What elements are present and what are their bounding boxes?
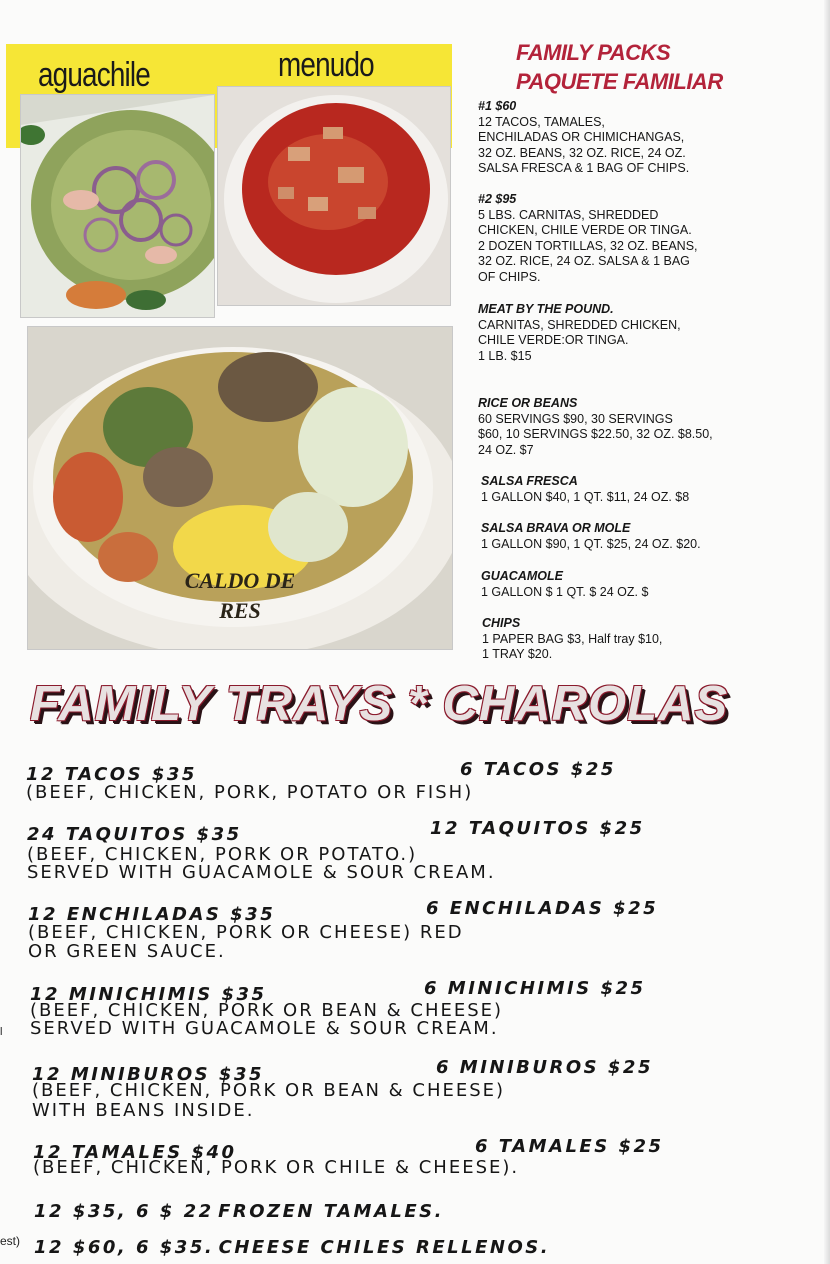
minichimis-description: (BEEF, CHICKEN, PORK OR BEAN & CHEESE) [30,1000,504,1021]
page-edge [824,0,830,1264]
salsa-brava-heading: SALSA BRAVA OR MOLE [481,521,631,535]
tacos-6-price: 6 TACOS $25 [460,759,616,780]
meat-heading: MEAT BY THE POUND. [478,302,614,316]
rice-heading: RICE OR BEANS [478,396,578,410]
chips-line: 1 PAPER BAG $3, Half tray $10, [482,631,663,646]
caldo-label-line1: CALDO DE [184,568,296,593]
menudo-photo [217,86,451,306]
taquitos-24-price: 24 TAQUITOS $35 [27,824,242,845]
family-packs-title: FAMILY PACKS [516,40,671,65]
frozen-tamales-prices: 12 $35, 6 $ 22 [34,1201,214,1222]
minichimis-6-price: 6 MINICHIMIS $25 [424,978,646,999]
rice-line: 60 SERVINGS $90, 30 SERVINGS [478,411,673,426]
chips-line: 1 TRAY $20. [482,647,553,661]
guacamole-line: 1 GALLON $ 1 QT. $ 24 OZ. $ [481,584,649,599]
tacos-description: (BEEF, CHICKEN, PORK, POTATO OR FISH) [26,782,474,803]
salsa-fresca-line: 1 GALLON $40, 1 QT. $11, 24 OZ. $8 [481,489,690,504]
miniburos-12-price: 12 MINIBUROS $35 [32,1064,264,1085]
chips-heading: CHIPS [482,616,521,630]
chips [482,616,782,663]
miniburos-beans-inside: WITH BEANS INSIDE. [32,1100,255,1121]
chiles-rellenos-line [34,1237,550,1258]
pack-2-line: CHICKEN, CHILE VERDE OR TINGA. [478,223,692,237]
pack-2-line: 5 LBS. CARNITAS, SHREDDED [478,207,659,222]
menudo-label: menudo [278,46,374,84]
salsa-brava-or-mole [481,521,781,552]
rice-line: $60, 10 SERVINGS $22.50, 32 OZ. $8.50, [478,427,713,441]
miniburos-description: (BEEF, CHICKEN, PORK OR BEAN & CHEESE) [32,1080,506,1101]
tamales-12-price: 12 TAMALES $40 [33,1142,237,1163]
meat-line: 1 LB. $15 [478,348,532,363]
tacos-12-price: 12 TACOS $35 [26,764,197,785]
rice-line: 24 OZ. $7 [478,442,534,457]
pack-1-line: ENCHILADAS OR CHIMICHANGAS, [478,130,685,144]
margin-note: est) [0,1234,21,1248]
guacamole [481,569,781,600]
aguachile-photo [20,94,215,318]
taquitos-served-with: SERVED WITH GUACAMOLE & SOUR CREAM. [27,862,496,883]
pack-2 [478,192,778,285]
enchiladas-sauce: OR GREEN SAUCE. [28,941,226,962]
pack-2-line: 32 OZ. RICE, 24 OZ. SALSA & 1 BAG [478,254,690,268]
enchiladas-description: (BEEF, CHICKEN, PORK OR CHEESE) RED [28,922,464,943]
miniburos-6-price: 6 MINIBUROS $25 [436,1057,653,1078]
rice-or-beans [478,396,778,458]
guacamole-heading: GUACAMOLE [481,569,563,583]
pack-1 [478,99,778,177]
tamales-6-price: 6 TAMALES $25 [475,1136,664,1157]
enchiladas-12-price: 12 ENCHILADAS $35 [28,904,276,925]
meat-line: CARNITAS, SHREDDED CHICKEN, [478,317,681,332]
margin-mark: l [0,1026,3,1038]
chiles-rellenos-label: CHEESE CHILES RELLENOS. [218,1237,551,1258]
enchiladas-6-price: 6 ENCHILADAS $25 [426,898,659,919]
paquete-familiar-title: PAQUETE FAMILIAR [516,69,723,94]
minichimis-12-price: 12 MINICHIMIS $35 [30,984,267,1005]
meat-line: CHILE VERDE:OR TINGA. [478,333,629,347]
pack-1-line: SALSA FRESCA & 1 BAG OF CHIPS. [478,161,690,175]
pack-2-line: OF CHIPS. [478,269,541,284]
pack-2-line: 2 DOZEN TORTILLAS, 32 OZ. BEANS, [478,238,698,253]
pack-2-heading: #2 $95 [478,192,517,206]
family-trays-title: FAMILY TRAYS * CHAROLAS [30,677,729,731]
pack-1-line: 32 OZ. BEANS, 32 OZ. RICE, 24 OZ. [478,145,686,160]
meat-by-the-pound [478,302,778,364]
pack-1-line: 12 TACOS, TAMALES, [478,114,605,129]
caldo-de-res-label [160,566,320,626]
chiles-rellenos-prices: 12 $60, 6 $35. [34,1237,215,1258]
taquitos-description: (BEEF, CHICKEN, PORK OR POTATO.) [27,844,418,865]
salsa-fresca [481,474,781,505]
minichimis-served-with: SERVED WITH GUACAMOLE & SOUR CREAM. [30,1018,499,1039]
tamales-description: (BEEF, CHICKEN, PORK OR CHILE & CHEESE). [33,1157,520,1178]
taquitos-12-price: 12 TAQUITOS $25 [430,818,645,839]
pack-1-heading: #1 $60 [478,99,517,113]
salsa-brava-line: 1 GALLON $90, 1 QT. $25, 24 OZ. $20. [481,536,701,551]
frozen-tamales-line [34,1201,444,1222]
aguachile-label: aguachile [38,56,150,94]
frozen-tamales-label: FROZEN TAMALES. [218,1201,444,1222]
caldo-label-line2: RES [219,598,261,623]
salsa-fresca-heading: SALSA FRESCA [481,474,578,488]
